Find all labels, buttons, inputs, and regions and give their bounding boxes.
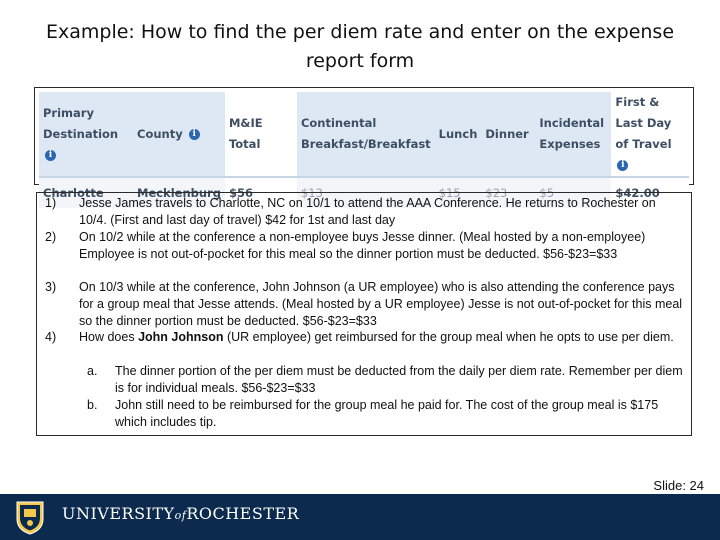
university-wordmark: UNIVERSITYofROCHESTER bbox=[62, 504, 300, 523]
slide-number: Slide: 24 bbox=[653, 478, 704, 493]
list-number: 3) bbox=[45, 280, 57, 294]
table-header-row bbox=[39, 92, 689, 177]
slide-title: Example: How to find the per diem rate and enter on the expense report form bbox=[45, 21, 675, 72]
sub-text: John still need to be reimbursed for the group meal he paid for. The cost of the group meal is $175 which includes tip. bbox=[115, 398, 659, 429]
list-text: On 10/2 while at the conference a non-employee buys Jesse dinner. (Meal hosted by a non-employee) Employee is not out-of-pocket for this meal so the dinner portion must be deducted. $56-$23=$33 bbox=[79, 230, 646, 261]
sub-text: The dinner portion of the per diem must be deducted from the daily per diem rate. Remember per diem is for individual meals. $56-$23=$33 bbox=[115, 364, 683, 395]
sub-marker: b. bbox=[87, 398, 98, 412]
list-number: 2) bbox=[45, 230, 57, 244]
sub-marker: a. bbox=[87, 364, 98, 378]
cell-destination: Charlotte bbox=[39, 177, 133, 208]
cell-breakfast: $13 bbox=[297, 177, 435, 208]
info-icon: i bbox=[45, 150, 56, 161]
header-incidental-expenses: Incidental Expenses bbox=[535, 92, 611, 177]
info-icon: i bbox=[617, 160, 628, 171]
list-text: Jesse James travels to Charlotte, NC on 10/1 to attend the AAA Conference. He returns to Rochester on 10/4. (First and last day of travel) $42 for 1st and last day bbox=[79, 196, 656, 227]
header-county: County i bbox=[133, 92, 225, 177]
footer-bar bbox=[0, 494, 720, 540]
cell-lunch: $15 bbox=[435, 177, 482, 208]
header-lunch: Lunch bbox=[435, 92, 482, 177]
bold-name: John Johnson bbox=[138, 330, 224, 344]
info-icon: i bbox=[189, 129, 200, 140]
header-breakfast: Continental Breakfast/Breakfast bbox=[297, 92, 435, 177]
header-mie-total: M&IE Total bbox=[225, 92, 297, 177]
header-dinner: Dinner bbox=[481, 92, 535, 177]
cell-dinner: $23 bbox=[481, 177, 535, 208]
header-primary-destination: Primary Destination i bbox=[39, 92, 133, 177]
example-text-box bbox=[36, 192, 692, 436]
per-diem-table bbox=[39, 92, 689, 208]
list-number: 1) bbox=[45, 196, 57, 210]
header-first-last-day: First & Last Day of Travel i bbox=[611, 92, 689, 177]
cell-mie-total: $56 bbox=[225, 177, 297, 208]
list-number: 4) bbox=[45, 330, 57, 344]
per-diem-table-screenshot bbox=[34, 87, 694, 200]
list-text: How does John Johnson (UR employee) get reimbursed for the group meal when he opts to use per diem. bbox=[79, 330, 674, 344]
university-crest-logo bbox=[14, 499, 46, 535]
cell-first-last-day: $42.00 bbox=[611, 177, 689, 208]
cell-incidental: $5 bbox=[535, 177, 611, 208]
list-text: On 10/3 while at the conference, John Johnson (a UR employee) who is also attending the conference pays for a group meal that Jesse attends. (Meal hosted by a UR employee) Jesse is not out-of-pocket for this meal so the dinner portion must be deducted. $56-$23=$33 bbox=[79, 280, 683, 328]
cell-county: Mecklenburg bbox=[133, 177, 225, 208]
